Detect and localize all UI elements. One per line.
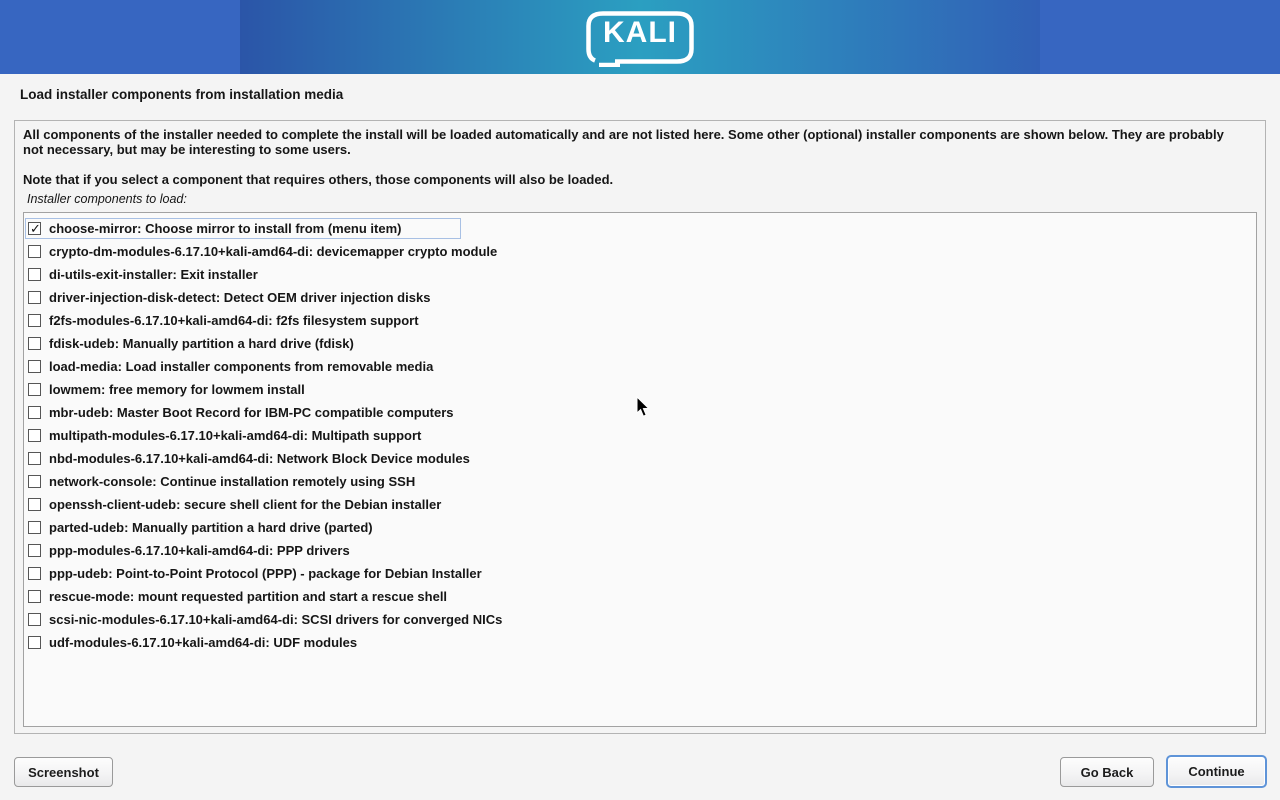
- component-row[interactable]: [25, 631, 1254, 654]
- component-row[interactable]: [25, 539, 1254, 562]
- component-row-inner: [25, 379, 312, 400]
- component-label: choose-mirror: Choose mirror to install from (menu item): [49, 221, 402, 236]
- component-label: fdisk-udeb: Manually partition a hard drive (fdisk): [49, 336, 354, 351]
- components-list: [23, 212, 1257, 727]
- component-label: ppp-udeb: Point-to-Point Protocol (PPP) - package for Debian Installer: [49, 566, 482, 581]
- component-row[interactable]: [25, 217, 1254, 240]
- component-row[interactable]: [25, 286, 1254, 309]
- component-checkbox[interactable]: [28, 383, 41, 396]
- component-label: parted-udeb: Manually partition a hard drive (parted): [49, 520, 373, 535]
- note-paragraph: Note that if you select a component that requires others, those components will also be loaded.: [23, 172, 614, 187]
- component-row[interactable]: [25, 332, 1254, 355]
- component-label: nbd-modules-6.17.10+kali-amd64-di: Network Block Device modules: [49, 451, 470, 466]
- component-checkbox[interactable]: [28, 429, 41, 442]
- component-row-inner: [25, 241, 504, 262]
- component-row[interactable]: [25, 240, 1254, 263]
- component-row-inner: [25, 425, 428, 446]
- component-label: f2fs-modules-6.17.10+kali-amd64-di: f2fs filesystem support: [49, 313, 419, 328]
- component-row[interactable]: [25, 401, 1254, 424]
- component-row-inner: [25, 586, 454, 607]
- component-row-inner: [25, 310, 426, 331]
- components-list-label: Installer components to load:: [27, 192, 187, 206]
- component-row-inner: [25, 333, 361, 354]
- header-banner: [0, 0, 1280, 74]
- component-label: mbr-udeb: Master Boot Record for IBM-PC compatible computers: [49, 405, 454, 420]
- component-checkbox[interactable]: [28, 360, 41, 373]
- component-row-inner: [25, 356, 440, 377]
- content-box: [14, 120, 1266, 734]
- component-row[interactable]: [25, 493, 1254, 516]
- component-label: rescue-mode: mount requested partition and start a rescue shell: [49, 589, 448, 604]
- component-row[interactable]: [25, 355, 1254, 378]
- component-checkbox[interactable]: [28, 521, 41, 534]
- component-label: di-utils-exit-installer: Exit installer: [49, 267, 258, 282]
- component-row[interactable]: [25, 378, 1254, 401]
- component-row-inner: [25, 494, 448, 515]
- component-checkbox[interactable]: [28, 613, 41, 626]
- component-row-inner: [25, 632, 364, 653]
- component-checkbox[interactable]: [28, 222, 41, 235]
- component-checkbox[interactable]: [28, 452, 41, 465]
- component-checkbox[interactable]: [28, 245, 41, 258]
- screenshot-button[interactable]: Screenshot: [14, 757, 113, 787]
- component-label: scsi-nic-modules-6.17.10+kali-amd64-di: SCSI drivers for converged NICs: [49, 612, 503, 627]
- component-row[interactable]: [25, 424, 1254, 447]
- component-row[interactable]: [25, 562, 1254, 585]
- component-row-inner: [25, 517, 380, 538]
- kali-logo: [584, 9, 696, 67]
- kali-logo-text: KALI: [603, 16, 677, 49]
- component-label: multipath-modules-6.17.10+kali-amd64-di: Multipath support: [49, 428, 422, 443]
- component-row[interactable]: [25, 263, 1254, 286]
- component-checkbox[interactable]: [28, 314, 41, 327]
- component-checkbox[interactable]: [28, 406, 41, 419]
- intro-paragraph: All components of the installer needed to complete the install will be loaded automatically and are not listed here. Some other (optional) installer components are shown below. They are probably not necessary, but may be interesting to some users.: [23, 127, 1224, 157]
- component-row[interactable]: [25, 309, 1254, 332]
- component-checkbox[interactable]: [28, 291, 41, 304]
- component-row-inner: [25, 218, 461, 239]
- component-checkbox[interactable]: [28, 544, 41, 557]
- continue-button[interactable]: Continue: [1166, 755, 1267, 788]
- component-checkbox[interactable]: [28, 268, 41, 281]
- component-checkbox[interactable]: [28, 567, 41, 580]
- component-checkbox[interactable]: [28, 475, 41, 488]
- component-label: ppp-modules-6.17.10+kali-amd64-di: PPP drivers: [49, 543, 350, 558]
- component-row[interactable]: [25, 516, 1254, 539]
- component-row-inner: [25, 540, 357, 561]
- component-row[interactable]: [25, 470, 1254, 493]
- component-row[interactable]: [25, 585, 1254, 608]
- component-row-inner: [25, 471, 422, 492]
- component-row-inner: [25, 609, 509, 630]
- component-row-inner: [25, 448, 477, 469]
- page-title: Load installer components from installation media: [20, 87, 344, 102]
- component-row[interactable]: [25, 608, 1254, 631]
- component-label: network-console: Continue installation remotely using SSH: [49, 474, 416, 489]
- component-label: driver-injection-disk-detect: Detect OEM driver injection disks: [49, 290, 431, 305]
- component-checkbox[interactable]: [28, 498, 41, 511]
- component-row-inner: [25, 402, 460, 423]
- component-row[interactable]: [25, 447, 1254, 470]
- go-back-button[interactable]: Go Back: [1060, 757, 1154, 787]
- component-row-inner: [25, 287, 437, 308]
- check-icon: ✓: [30, 221, 41, 236]
- component-checkbox[interactable]: [28, 337, 41, 350]
- component-row-inner: [25, 563, 489, 584]
- component-row-inner: [25, 264, 265, 285]
- component-label: udf-modules-6.17.10+kali-amd64-di: UDF modules: [49, 635, 358, 650]
- component-label: crypto-dm-modules-6.17.10+kali-amd64-di: devicemapper crypto module: [49, 244, 498, 259]
- component-label: load-media: Load installer components from removable media: [49, 359, 434, 374]
- component-checkbox[interactable]: [28, 590, 41, 603]
- component-label: openssh-client-udeb: secure shell client for the Debian installer: [49, 497, 442, 512]
- component-label: lowmem: free memory for lowmem install: [49, 382, 305, 397]
- component-checkbox[interactable]: [28, 636, 41, 649]
- banner-gradient: [240, 0, 1040, 74]
